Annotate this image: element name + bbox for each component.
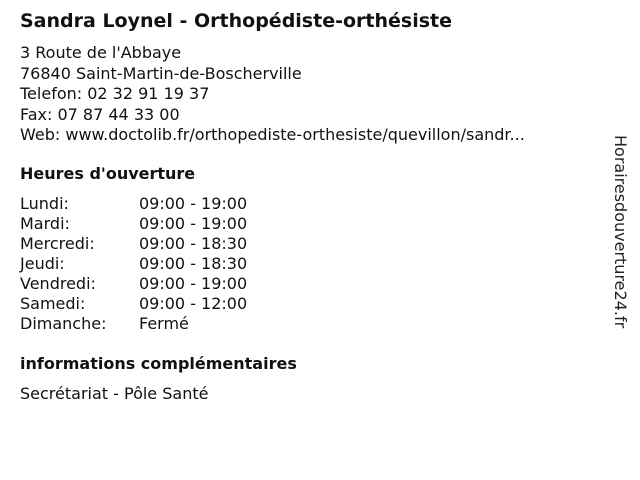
time-value: 09:00 - 19:00 [139, 274, 248, 293]
day-label: Mercredi: [20, 234, 95, 253]
day-label: Vendredi: [20, 274, 96, 293]
info-heading: informations complémentaires [20, 354, 297, 373]
site-watermark [610, 135, 630, 370]
website-link[interactable]: Web: www.doctolib.fr/orthopediste-orthesiste/quevillon/sandr... [20, 125, 525, 144]
phone-number: Telefon: 02 32 91 19 37 [20, 84, 210, 103]
day-label: Samedi: [20, 294, 86, 313]
time-value: 09:00 - 18:30 [139, 234, 248, 253]
day-label: Mardi: [20, 214, 70, 233]
watermark-text: Horairesdouverture24.fr [611, 135, 630, 329]
city-address: 76840 Saint-Martin-de-Boscherville [20, 63, 302, 83]
time-value: 09:00 - 12:00 [139, 294, 248, 313]
address-block [20, 43, 525, 146]
hours-heading: Heures d'ouverture [20, 164, 196, 183]
time-value: Fermé [139, 314, 189, 333]
day-label: Dimanche: [20, 314, 107, 333]
time-value: 09:00 - 19:00 [139, 214, 248, 233]
page-title: Sandra Loynel - Orthopédiste-orthésiste [20, 10, 452, 32]
time-value: 09:00 - 18:30 [139, 254, 248, 273]
info-text: Secrétariat - Pôle Santé [20, 384, 209, 403]
street-address: 3 Route de l'Abbaye [20, 43, 182, 62]
fax-number: Fax: 07 87 44 33 00 [20, 104, 180, 124]
day-label: Jeudi: [20, 254, 65, 273]
time-value: 09:00 - 19:00 [139, 194, 248, 213]
day-label: Lundi: [20, 194, 69, 213]
